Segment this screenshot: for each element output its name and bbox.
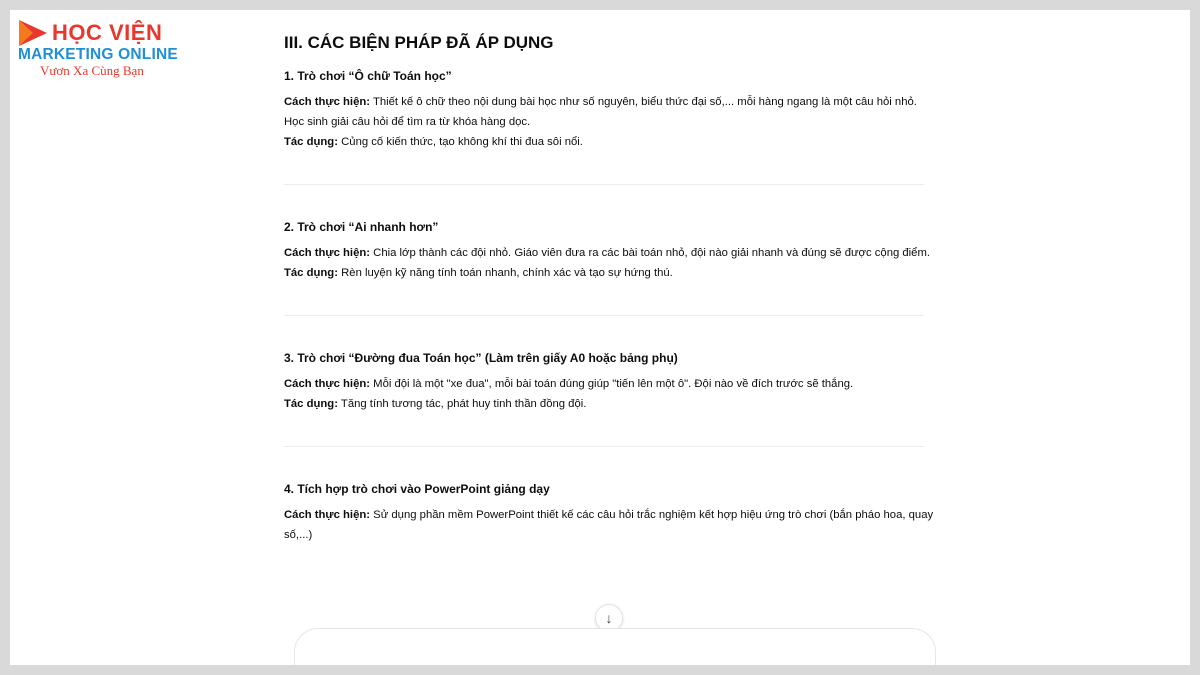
logo-tagline: Vươn Xa Cùng Bạn [40, 63, 144, 78]
how-text: Chia lớp thành các đội nhỏ. Giáo viên đưa ra các bài toán nhỏ, đội nào giải nhanh và đúng sẽ được cộng điểm. [370, 247, 931, 259]
section-2 [284, 219, 934, 283]
effect-text: Rèn luyện kỹ năng tính toán nhanh, chính xác và tạo sự hứng thú. [337, 267, 673, 279]
message-composer[interactable] [294, 628, 936, 665]
effect-text: Củng cố kiến thức, tạo không khí thi đua sôi nổi. [337, 136, 583, 148]
how-label: Cách thực hiện: [284, 247, 371, 259]
effect-paragraph [284, 263, 934, 283]
section-title: 4. Tích hợp trò chơi vào PowerPoint giảng dạy [284, 482, 550, 496]
logo-subtitle: MARKETING ONLINE [18, 46, 178, 63]
arrow-down-icon: ↓ [605, 610, 613, 626]
how-text: Mỗi đội là một "xe đua", mỗi bài toán đúng giúp "tiến lên một ô". Đội nào về đích trước sẽ thắng. [370, 378, 854, 390]
section-title: 3. Trò chơi “Đường đua Toán học” (Làm trên giấy A0 hoặc bảng phụ) [284, 351, 678, 365]
effect-label: Tác dụng: [284, 267, 338, 279]
effect-paragraph [284, 132, 934, 152]
screenshot-frame [10, 10, 1190, 665]
how-paragraph [284, 374, 934, 394]
page-heading: III. CÁC BIỆN PHÁP ĐÃ ÁP DỤNG [284, 33, 554, 52]
brand-logo [16, 18, 186, 98]
effect-paragraph [284, 394, 934, 414]
section-3 [284, 350, 934, 414]
section-4 [284, 481, 934, 545]
message-content [284, 32, 934, 545]
how-paragraph [284, 243, 934, 263]
logo-top-row [16, 18, 186, 48]
effect-text: Tăng tính tương tác, phát huy tinh thần đồng đội. [337, 398, 587, 410]
section-title: 1. Trò chơi “Ô chữ Toán học” [284, 69, 452, 83]
how-paragraph [284, 92, 934, 132]
how-label: Cách thực hiện: [284, 509, 371, 521]
how-label: Cách thực hiện: [284, 96, 371, 108]
how-paragraph [284, 505, 934, 545]
logo-title: HỌC VIỆN [52, 20, 163, 45]
effect-label: Tác dụng: [284, 398, 338, 410]
section-title: 2. Trò chơi “Ai nhanh hơn” [284, 220, 439, 234]
section-1 [284, 68, 934, 152]
effect-label: Tác dụng: [284, 136, 338, 148]
how-text: Sử dụng phần mềm PowerPoint thiết kế các câu hỏi trắc nghiệm kết hợp hiệu ứng trò chơi (bắn pháo hoa, quay số,...) [284, 509, 934, 541]
how-text: Thiết kế ô chữ theo nội dung bài học như số nguyên, biểu thức đại số,... mỗi hàng ngang là một câu hỏi nhỏ. Học sinh giải câu hỏi để tìm ra từ khóa hàng dọc. [284, 96, 917, 128]
how-label: Cách thực hiện: [284, 378, 371, 390]
play-icon [16, 18, 50, 48]
